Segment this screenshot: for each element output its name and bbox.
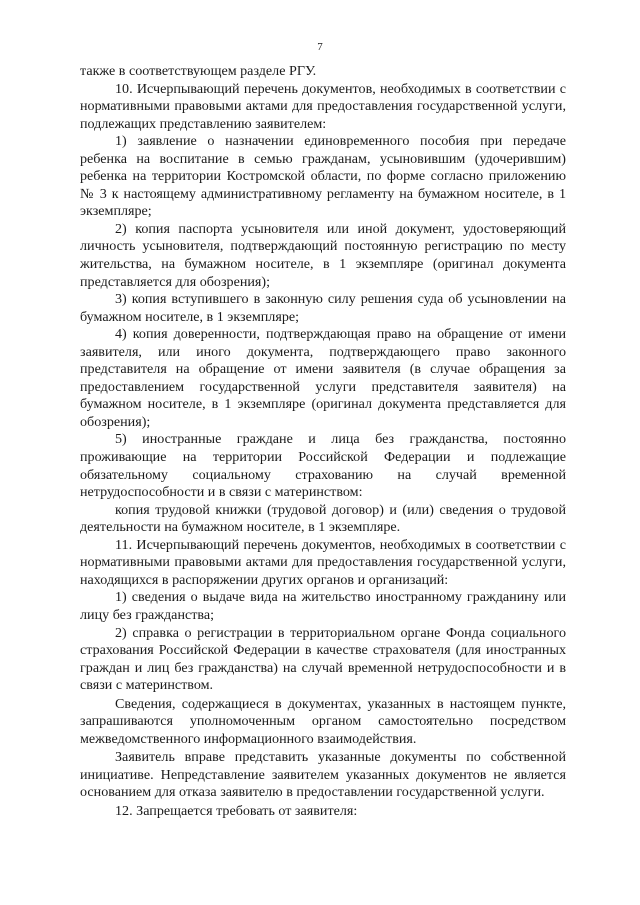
paragraph-item-10-4: 4) копия доверенности, подтверждающая право на обращение от имени заявителя, или иного документа, подтверждающего право законного представителя на обращение от имени заявителя (в случае обращения за предоставлением государственной услуги представителя заявителя) на бумажном носителе, в 1 экземпляре (оригинал документа представляется для обозрения); [80,326,566,430]
paragraph-item-10-1: 1) заявление о назначении единовременного пособия при передаче ребенка на воспитание в семью гражданам, усыновившим (удочерившим) ребенка на территории Костромской области, по форме согласно приложению № 3 к настоящему административному регламенту на бумажном носителе, в 1 экземпляре; [80,133,566,220]
paragraph-interagency-note: Сведения, содержащиеся в документах, указанных в настоящем пункте, запрашиваются уполномоченным органом самостоятельно посредством межведомственного информационного взаимодействия. [80,695,566,747]
paragraph-item-11-2: 2) справка о регистрации в территориальном органе Фонда социального страхования Российской Федерации в качестве страхователя (для иностранных граждан и лиц без гражданства) на случай временной нетрудоспособности и в связи с материнством. [80,624,566,694]
paragraph-item-10: 10. Исчерпывающий перечень документов, необходимых в соответствии с нормативными правовыми актами для предоставления государственной услуги, подлежащих представлению заявителем: [80,80,566,132]
paragraph-item-10-3: 3) копия вступившего в законную силу решения суда об усыновлении на бумажном носителе, в 1 экземпляре; [80,291,566,325]
paragraph-item-11-1: 1) сведения о выдаче вида на жительство иностранному гражданину или лицу без гражданства; [80,589,566,623]
paragraph-continuation: также в соответствующем разделе РГУ. [80,63,317,79]
paragraph-item-12: 12. Запрещается требовать от заявителя: [115,802,358,819]
paragraph-item-10-5: 5) иностранные граждане и лица без гражданства, постоянно проживающие на территории Российской Федерации и подлежащие обязательному социальному страхованию на случай временной нетрудоспособности и в связи с материнством: [80,431,566,501]
paragraph-item-10-5-sub: копия трудовой книжки (трудовой договор) и (или) сведения о трудовой деятельности на бумажном носителе, в 1 экземпляре. [80,501,566,536]
page-number: 7 [317,41,323,53]
document-body [80,63,566,821]
paragraph-own-initiative-note: Заявитель вправе представить указанные документы по собственной инициативе. Непредставление заявителем указанных документов не является основанием для отказа заявителю в предоставлении государственной услуги. [80,749,566,801]
paragraph-item-11: 11. Исчерпывающий перечень документов, необходимых в соответствии с нормативными правовыми актами для предоставления государственной услуги, находящихся в распоряжении других органов и организаций: [80,536,566,588]
paragraph-item-10-2: 2) копия паспорта усыновителя или иной документ, удостоверяющий личность усыновителя, подтверждающий постоянную регистрацию по месту жительства, на бумажном носителе, в 1 экземпляре (оригинал документа представляется для обозрения); [80,220,566,290]
